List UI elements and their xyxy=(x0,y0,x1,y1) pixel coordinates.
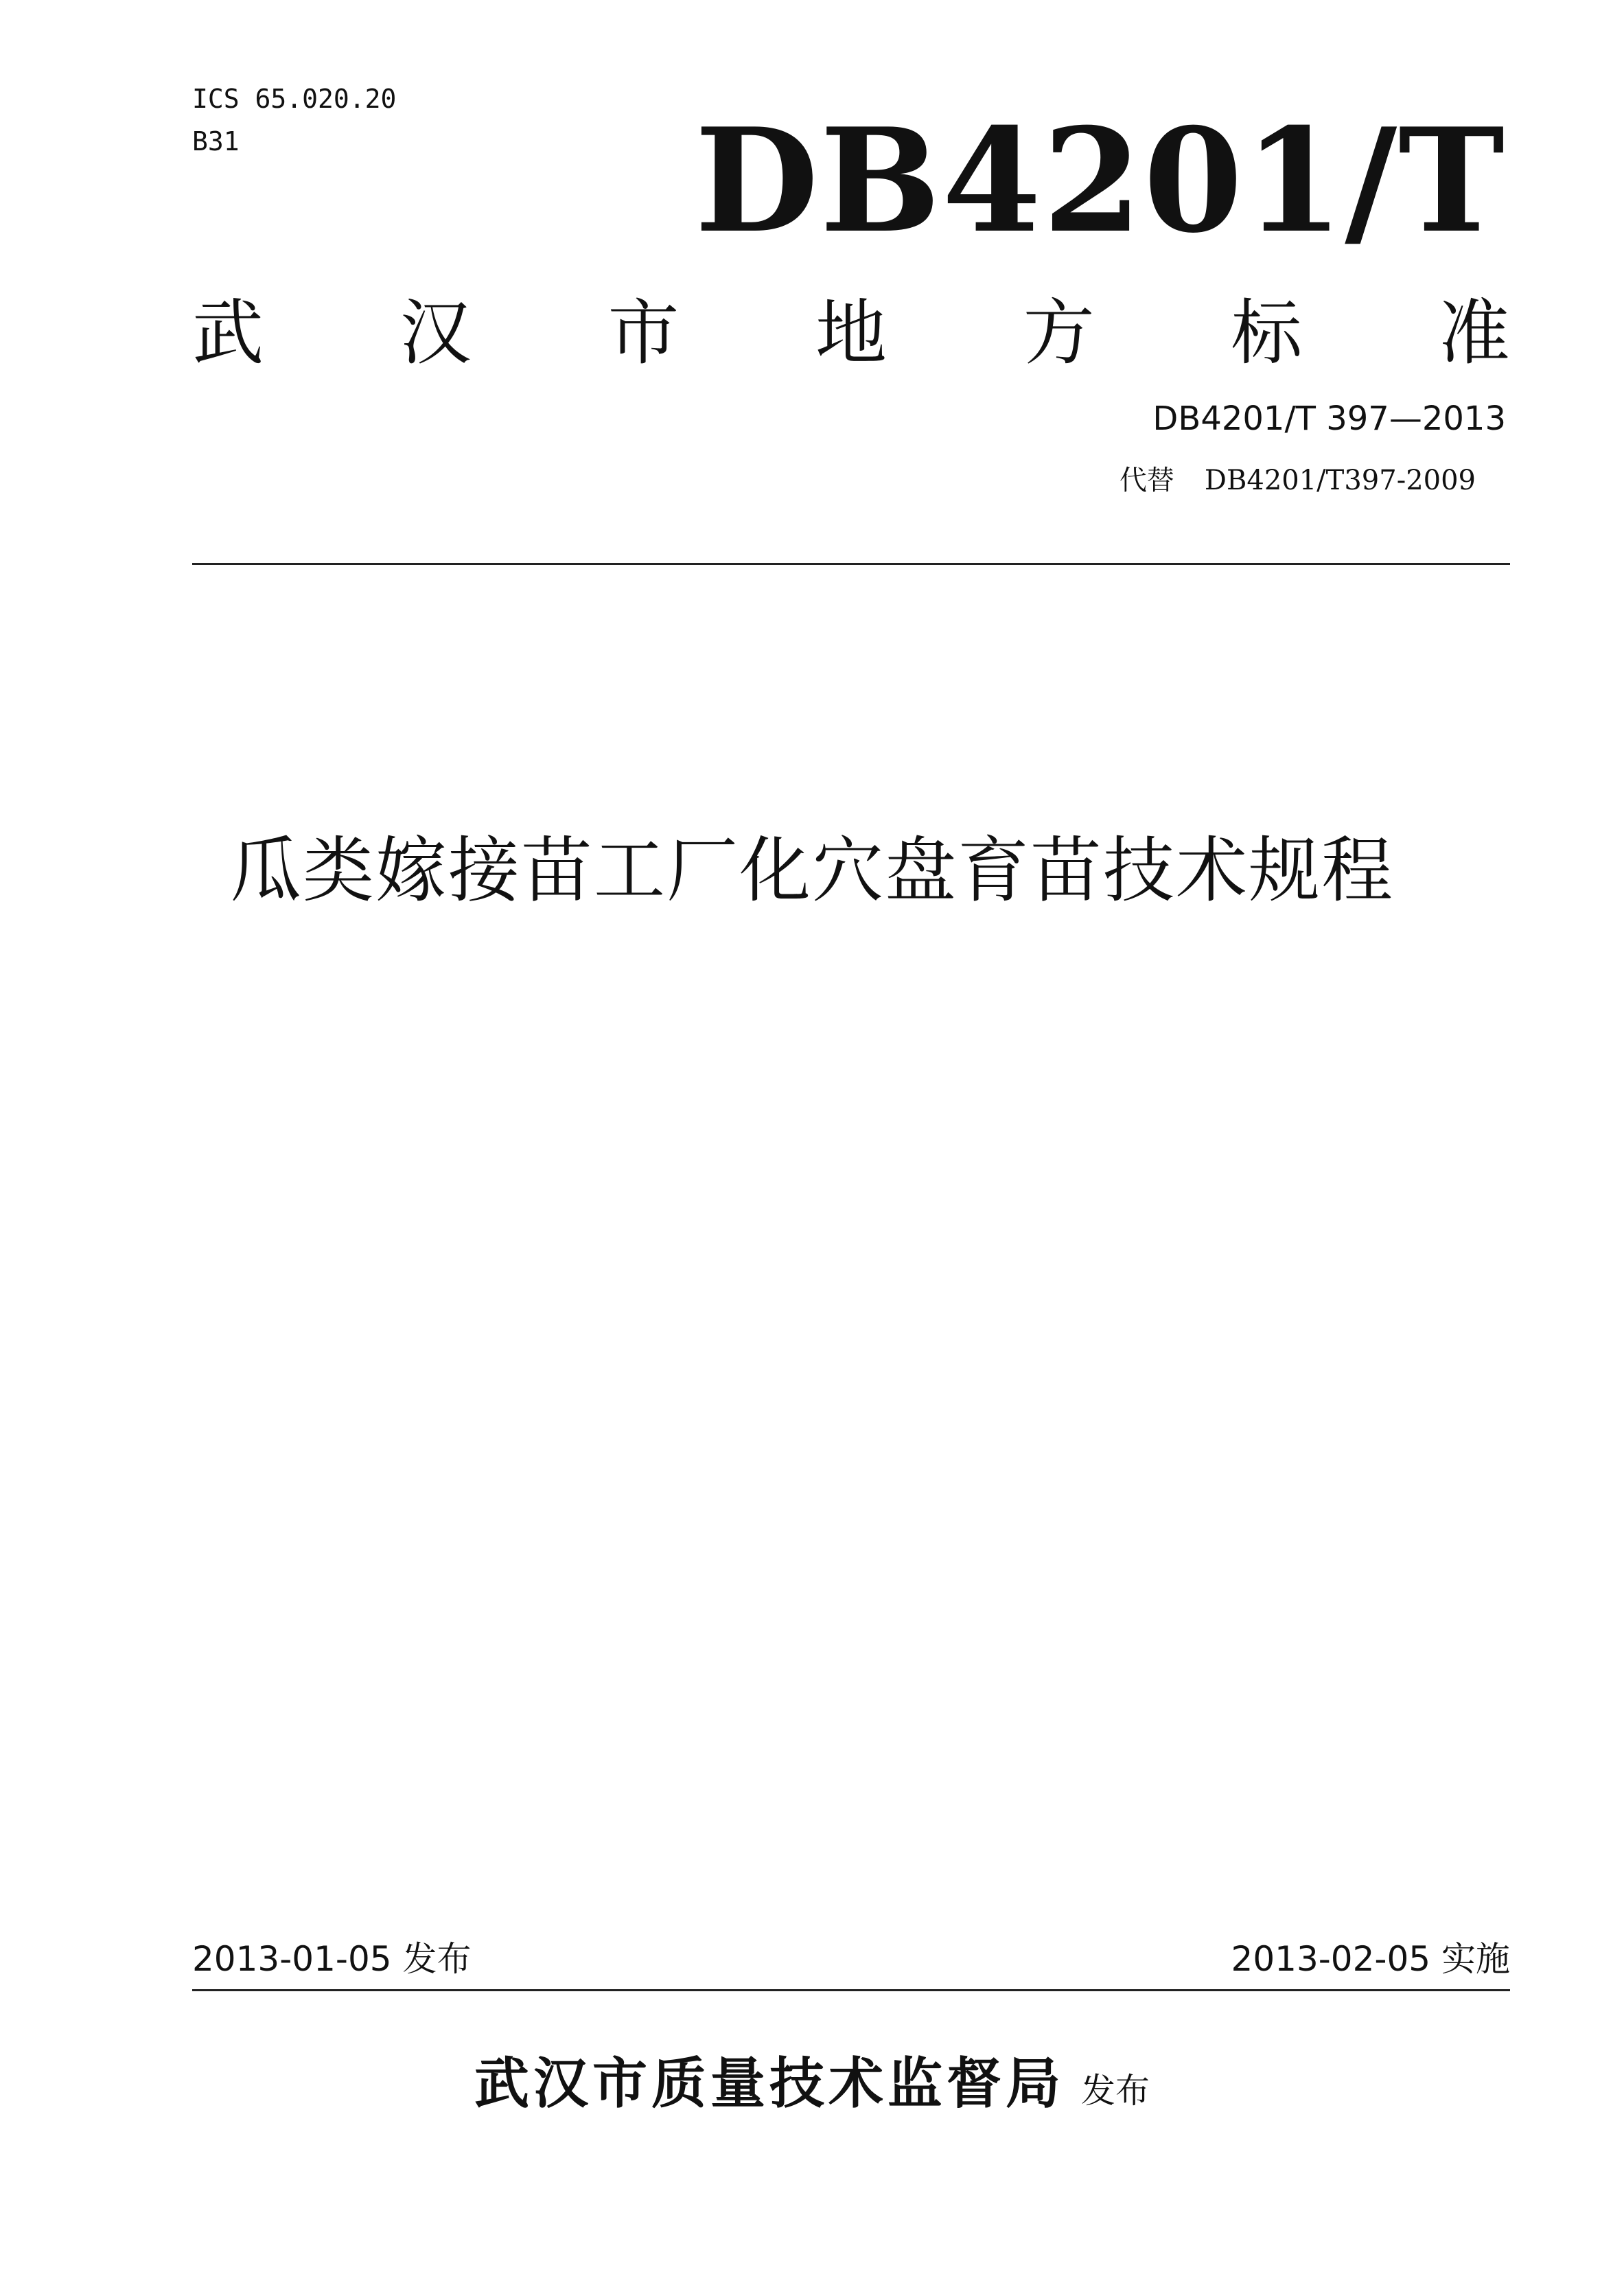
implementation-date: 2013-02-05 实施 xyxy=(1231,1939,1510,1979)
header-divider xyxy=(192,563,1510,565)
standard-code-heading: DB4201/T xyxy=(695,97,1506,265)
replaces-number: DB4201/T397-2009 xyxy=(1204,465,1476,496)
issuer-line xyxy=(0,2049,1624,2125)
standard-type-char: 汉 xyxy=(399,291,472,375)
standard-type-char: 市 xyxy=(607,291,680,375)
issuer-name: 武汉市质量技术监督局 xyxy=(474,2051,1065,2115)
ccs-code: B31 xyxy=(192,126,240,156)
ics-code: ICS 65.020.20 xyxy=(192,84,397,114)
standard-number: DB4201/T 397—2013 xyxy=(1152,399,1506,438)
standard-type-char: 标 xyxy=(1231,291,1303,375)
standard-type-char: 方 xyxy=(1023,291,1095,375)
replaces-label: 代替 xyxy=(1119,465,1174,496)
standard-type-char: 地 xyxy=(815,291,887,375)
standard-type-heading xyxy=(192,292,1510,374)
replaces-line xyxy=(1120,464,1476,497)
standard-type-char: 武 xyxy=(192,291,264,375)
footer-divider xyxy=(192,1989,1510,1991)
standard-type-char: 准 xyxy=(1438,291,1510,375)
issue-date: 2013-01-05 发布 xyxy=(192,1939,472,1979)
document-title: 瓜类嫁接苗工厂化穴盘育苗技术规程 xyxy=(229,828,1394,912)
issuer-suffix: 发布 xyxy=(1081,2071,1150,2111)
